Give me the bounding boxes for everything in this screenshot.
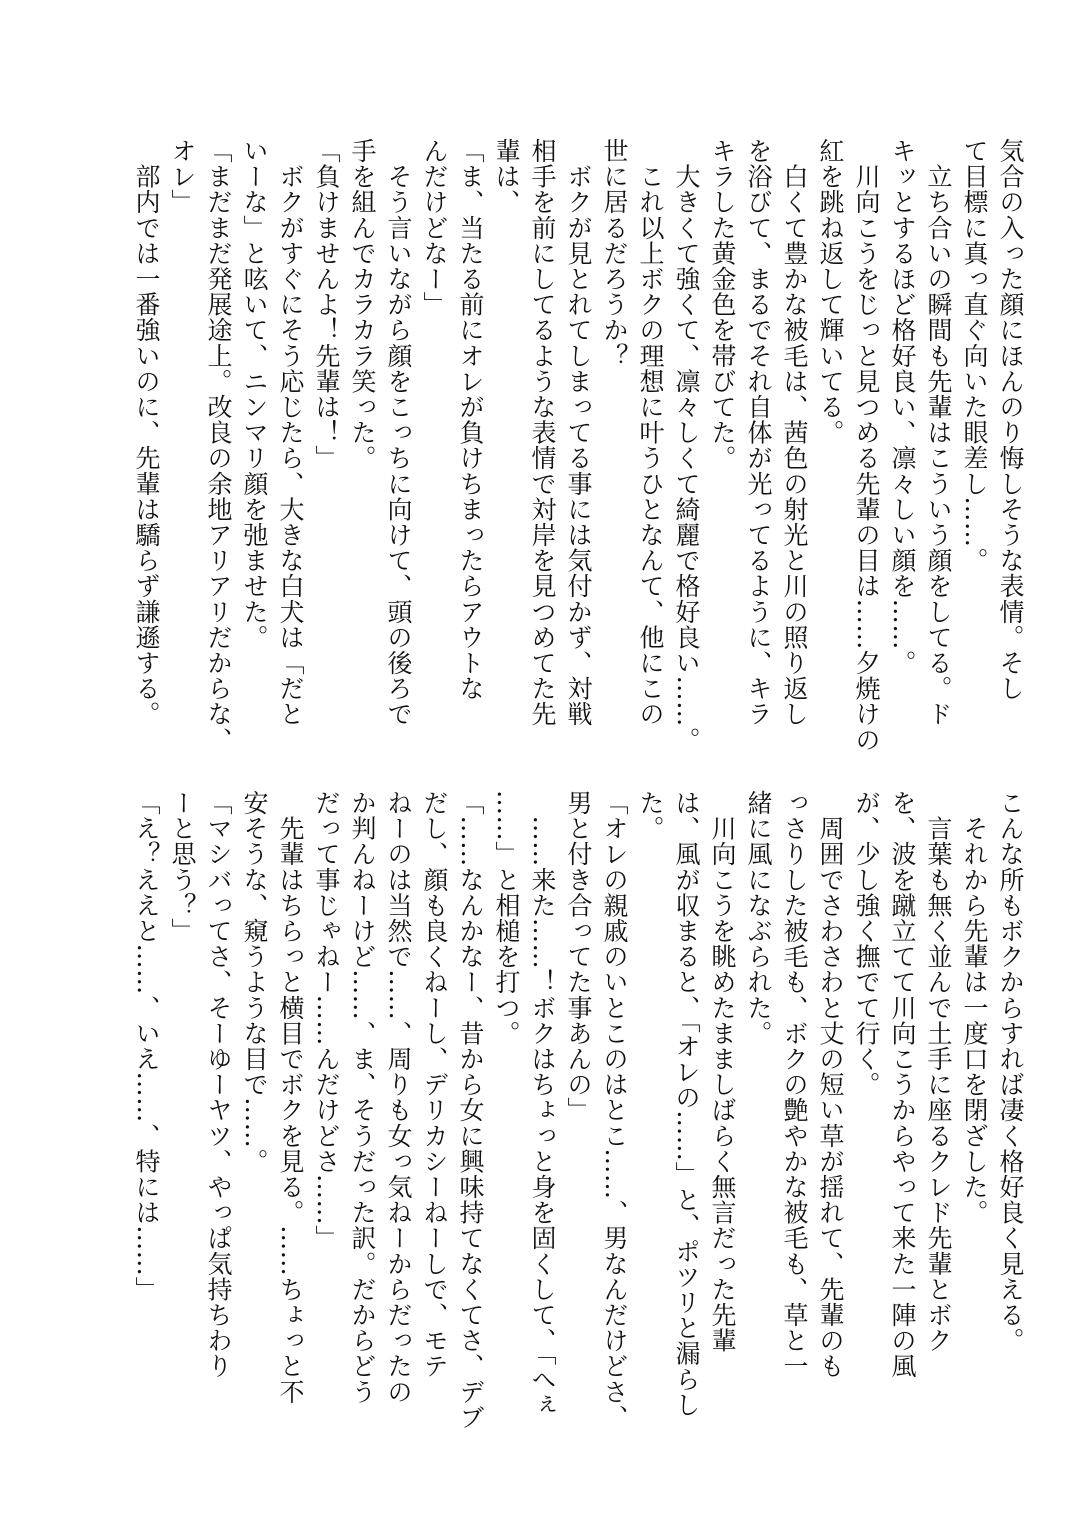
text-block-upper <box>128 138 1028 753</box>
text-line: 「え？ええと……、いえ……、特には……」 <box>132 790 161 1302</box>
text-line: っさりした被毛も、ボクの艶やかな被毛も、草と一 <box>780 790 809 1379</box>
text-line: た。 <box>636 790 665 842</box>
text-line: 立ち合いの瞬間も先輩はこういう顔をしてる。ド <box>924 138 953 727</box>
text-line: 安そうな、窺うような目で……。 <box>240 790 269 1174</box>
text-line: 相手を前にしてるような表情で対岸を見つめてた先 <box>528 138 557 727</box>
text-line: て目標に真っ直ぐ向いた眼差し……。 <box>960 138 989 574</box>
text-line: 「ま、当たる前にオレが負けちまったらアウトな <box>456 138 485 702</box>
text-line: 手を組んでカラカラ笑った。 <box>348 138 377 471</box>
text-line: 輩は、 <box>492 138 521 215</box>
text-block-lower <box>128 790 1028 1430</box>
text-line: 言葉も無く並んで土手に座るクレド先輩とボク <box>924 790 953 1354</box>
text-line: 周囲でさわさわと丈の短い草が揺れて、先輩のも <box>816 790 845 1379</box>
text-line: ……来た……！ボクはちょっと身を固くして、「へぇ <box>528 790 557 1418</box>
text-line: 世に居るだろうか？ <box>600 138 629 369</box>
text-line: ……」と相槌を打つ。 <box>492 790 521 1046</box>
text-line: 部内では一番強いのに、先輩は驕らず謙遜する。 <box>132 138 161 727</box>
text-line: 気合の入った顔にほんのり悔しそうな表情。そし <box>996 138 1025 702</box>
text-line: 「オレの親戚のいとこのはとこ……、男なんだけどさ、 <box>600 790 629 1430</box>
text-line: 「……なんかなー、昔から女に興味持てなくてさ、デブ <box>456 790 485 1430</box>
text-line: 「マシバってさ、そーゆーヤツ、やっぱ気持ちわり <box>204 790 233 1379</box>
text-line: だし、顔も良くねーし、デリカシーねーしで、モテ <box>420 790 449 1379</box>
text-line: 大きくて強くて、凛々しくて綺麗で格好良い……。 <box>672 138 701 753</box>
text-line: 川向こうを眺めたまましばらく無言だった先輩 <box>708 790 737 1354</box>
text-line: ねーのは当然で……、周りも女っ気ねーからだったの <box>384 790 413 1405</box>
text-line: 先輩はちらっと横目でボクを見る。……ちょっと不 <box>276 790 305 1405</box>
text-line: それから先輩は一度口を閉ざした。 <box>960 790 989 1226</box>
text-line: 緒に風になぶられた。 <box>744 790 773 1046</box>
text-line: これ以上ボクの理想に叶うひとなんて、他にこの <box>636 138 665 727</box>
text-line: 紅を跳ね返して輝いてる。 <box>816 138 845 446</box>
text-line: を浴びて、まるでそれ自体が光ってるように、キラ <box>744 138 773 727</box>
text-line: だって事じゃねー……んだけどさ……」 <box>312 790 341 1251</box>
text-line: キラした黄金色を帯びてた。 <box>708 138 737 471</box>
text-line: 川向こうをじっと見つめる先輩の目は……夕焼けの <box>852 138 881 753</box>
text-line: が、少し強く撫でて行く。 <box>852 790 881 1098</box>
text-line: ボクが見とれてしまってる事には気付かず、対戦 <box>564 138 593 727</box>
text-line: キッとするほど格好良い、凛々しい顔を……。 <box>888 138 917 676</box>
text-line: ボクがすぐにそう応じたら、大きな白犬は「だと <box>276 138 305 727</box>
text-line: そう言いながら顔をこっちに向けて、頭の後ろで <box>384 138 413 727</box>
text-line: は、風が収まると、「オレの……」と、ポツリと漏らし <box>672 790 701 1418</box>
text-line: 「負けませんよ！先輩は！」 <box>312 138 341 471</box>
text-line: んだけどなー」 <box>420 138 449 318</box>
text-line: 「まだまだ発展途上。改良の余地アリアリだからな、 <box>204 138 233 753</box>
text-line: こんな所もボクからすれば凄く格好良く見える。 <box>996 790 1025 1354</box>
text-line: を、波を蹴立てて川向こうからやって来た一陣の風 <box>888 790 917 1379</box>
text-line: いーな」と呟いて、ニンマリ顔を弛ませた。 <box>240 138 269 650</box>
text-line: か判んねーけど……、ま、そうだった訳。だからどう <box>348 790 377 1405</box>
text-line: オレ」 <box>168 138 197 215</box>
text-line: 男と付き合ってた事あんの」 <box>564 790 593 1123</box>
text-line: 白くて豊かな被毛は、茜色の射光と川の照り返し <box>780 138 809 727</box>
text-line: ーと思う？」 <box>168 790 197 944</box>
